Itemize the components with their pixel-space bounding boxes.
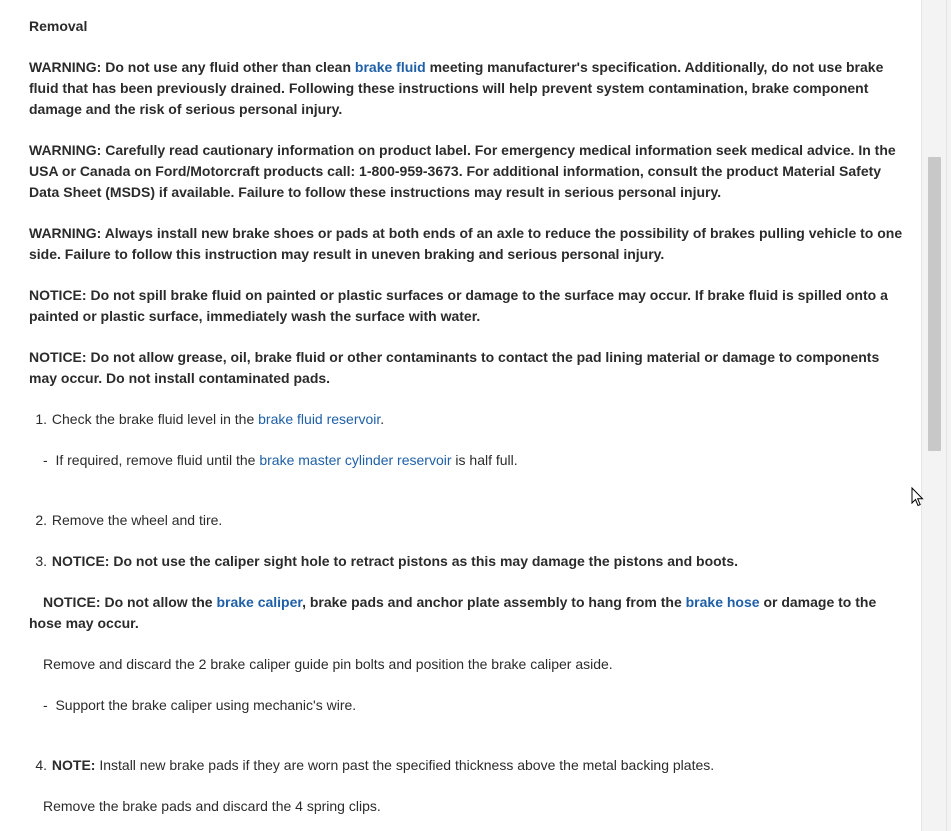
step-number: 1. [35,411,47,427]
warning-product-label: WARNING: Carefully read cautionary information on product label. For emergency medical information seek medical advice. In the USA or Canada on Ford/Motorcraft products call: 1-800-959-3673. For additional information, consult the product Material Safety Data Sheet (MSDS) if available. Failure to follow these instructions may result in serious personal injury. [29,142,896,200]
step-1-substep: - If required, remove fluid until the brake master cylinder reservoir is half full. [43,452,518,468]
notice-contaminants: NOTICE: Do not allow grease, oil, brake fluid or other contaminants to contact the pad lining material or damage to components may occur. Do not install contaminated pads. [29,349,880,386]
step-4-action: Remove the brake pads and discard the 4 spring clips. [43,798,381,814]
vertical-scrollbar[interactable] [921,0,951,831]
dash-bullet: - [43,697,48,713]
step-2: 2. Remove the wheel and tire. [29,510,905,531]
warning-label: WARNING: [29,225,102,241]
dash-bullet: - [43,452,48,468]
step-1: 1. Check the brake fluid level in the brake fluid reservoir. [29,409,905,430]
brake-hose-link[interactable]: brake hose [685,594,760,610]
brake-caliper-link[interactable]: brake caliper [216,594,303,610]
note-label: NOTE: [51,757,96,773]
step-number: 2. [35,512,47,528]
arrow-pointer-icon [911,487,925,507]
step-number: 4. [35,757,47,773]
step-3: 3. NOTICE: Do not use the caliper sight hole to retract pistons as this may damage the pistons and boots. [29,551,905,572]
scrollbar-track-divider [946,0,947,831]
warning-brake-fluid: WARNING: Do not use any fluid other than clean brake fluid meeting manufacturer's specification. Additionally, do not use brake fluid that has been previously drained. Following these instructions will help prevent system contamination, brake component damage and the risk of serious personal injury. [29,59,884,117]
brake-master-cylinder-reservoir-link[interactable]: brake master cylinder reservoir [259,452,452,468]
step-4: 4. NOTE: Install new brake pads if they are worn past the specified thickness above the metal backing plates. [29,755,905,776]
notice-spill-fluid: NOTICE: Do not spill brake fluid on painted or plastic surfaces or damage to the surface may occur. If brake fluid is spilled onto a painted or plastic surface, immediately wash the surface with water. [29,287,888,324]
warning-label: WARNING: [29,59,102,75]
notice-label: NOTICE: [51,553,110,569]
scrollbar-thumb[interactable] [928,157,941,451]
section-title: Removal [29,18,88,34]
warning-axle-pads: WARNING: Always install new brake shoes or pads at both ends of an axle to reduce the possibility of brakes pulling vehicle to one side. Failure to follow this instruction may result in uneven braking and serious personal injury. [29,225,903,262]
notice-label: NOTICE: [43,594,101,610]
step-3-action: Remove and discard the 2 brake caliper guide pin bolts and position the brake caliper aside. [43,656,613,672]
notice-label: NOTICE: [29,287,87,303]
step-3-substep: - Support the brake caliper using mechanic's wire. [43,697,357,713]
notice-label: NOTICE: [29,349,87,365]
warning-label: WARNING: [29,142,102,158]
brake-fluid-reservoir-link[interactable]: brake fluid reservoir [258,411,381,427]
step-number: 3. [35,553,47,569]
step-3-notice-caliper: NOTICE: Do not allow the brake caliper, brake pads and anchor plate assembly to hang from the brake hose or damage to the hose may occur. [29,594,877,631]
brake-fluid-link[interactable]: brake fluid [354,59,426,75]
